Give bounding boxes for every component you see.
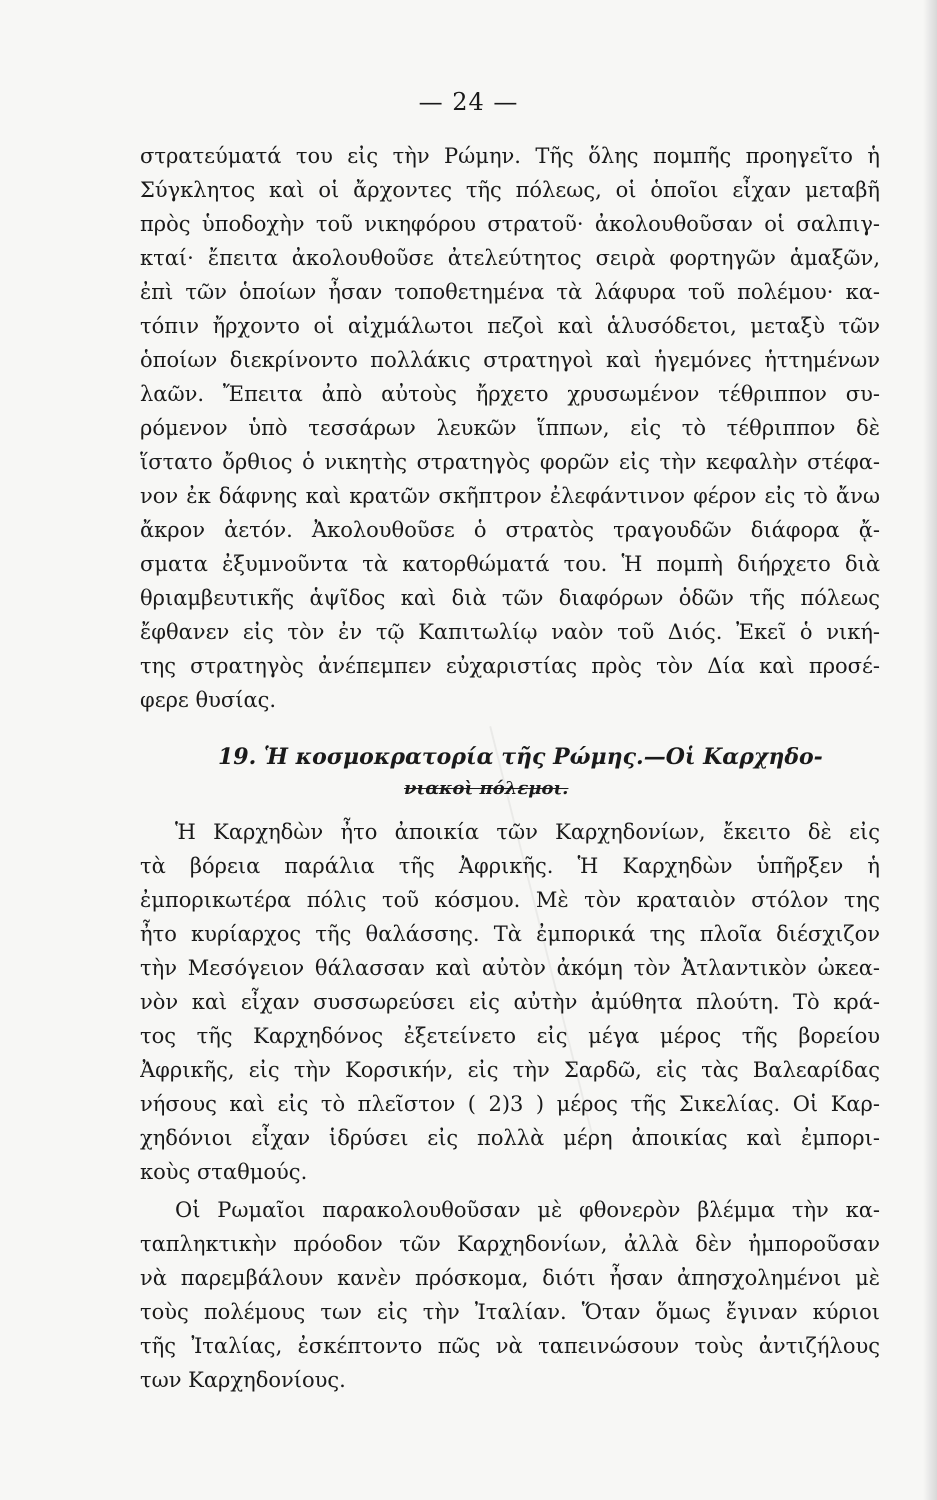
text-line: ἐπὶ τῶν ὁποίων ἦσαν τοποθετημένα τὰ λάφυρα τοῦ πολέμου· κα- [140, 280, 880, 304]
text-line: κταί· ἔπειτα ἀκολουθοῦσε ἀτελεύτητος σειρὰ φορτηγῶν ἁμαξῶν, [140, 246, 880, 270]
text-line: νον ἐκ δάφνης καὶ κρατῶν σκῆπτρον ἐλεφάντινον φέρον εἰς τὸ ἄνω [140, 484, 880, 508]
page-number: — 24 — [418, 88, 519, 116]
text-line: τοὺς πολέμους των εἰς τὴν Ἰταλίαν. Ὅταν ὅμως ἔγιναν κύριοι [140, 1300, 880, 1324]
text-line: της στρατηγὸς ἀνέπεμπεν εὐχαριστίας πρὸς τὸν Δία καὶ προσέ- [140, 654, 880, 678]
text-line: τῆς Ἰταλίας, ἐσκέπτοντο πῶς νὰ ταπεινώσουν τοὺς ἀντιζήλους [140, 1334, 880, 1358]
text-line: χηδόνιοι εἶχαν ἱδρύσει εἰς πολλὰ μέρη ἀποικίας καὶ ἐμπορι- [140, 1126, 880, 1150]
text-line: ταπληκτικὴν πρόοδον τῶν Καρχηδονίων, ἀλλὰ δὲν ἠμποροῦσαν [140, 1232, 880, 1256]
section-heading: 19. Ἡ κοσμοκρατορία τῆς Ρώμης.—Οἱ Καρχηδο- [218, 744, 823, 770]
text-line: ἔφθανεν εἰς τὸν ἐν τῷ Καπιτωλίῳ ναὸν τοῦ Διός. Ἐκεῖ ὁ νική- [140, 620, 880, 644]
text-line: λαῶν. Ἔπειτα ἀπὸ αὐτοὺς ἤρχετο χρυσωμένον τέθριππον συ- [140, 382, 880, 406]
text-line: κοὺς σταθμούς. [140, 1160, 308, 1184]
text-line: νὰ παρεμβάλουν κανὲν πρόσκομα, διότι ἦσαν ἀπησχολημένοι μὲ [140, 1266, 880, 1290]
text-line: στρατεύματά του εἰς τὴν Ρώμην. Τῆς ὅλης πομπῆς προηγεῖτο ἡ [140, 144, 880, 168]
text-line: ἵστατο ὄρθιος ὁ νικητὴς στρατηγὸς φορῶν εἰς τὴν κεφαλὴν στέφα- [140, 450, 880, 474]
text-line: τὰ βόρεια παράλια τῆς Ἀφρικῆς. Ἡ Καρχηδὼν ὑπῆρξεν ἡ [140, 854, 880, 878]
text-line: τόπιν ἤρχοντο οἱ αἰχμάλωτοι πεζοὶ καὶ ἁλυσόδετοι, μεταξὺ τῶν [140, 314, 880, 338]
text-line: ρόμενον ὑπὸ τεσσάρων λευκῶν ἵππων, εἰς τὸ τέθριππον δὲ [140, 416, 880, 440]
text-line: σματα ἐξυμνοῦντα τὰ κατορθώματά του. Ἡ πομπὴ διήρχετο διὰ [140, 552, 880, 576]
text-line: φερε θυσίας. [140, 688, 277, 712]
text-line: νὸν καὶ εἶχαν συσσωρεύσει εἰς αὐτὴν ἀμύθητα πλούτη. Τὸ κρά- [140, 990, 880, 1014]
text-line: ἄκρον ἀετόν. Ἀκολουθοῦσε ὁ στρατὸς τραγουδῶν διάφορα ᾄ- [140, 518, 880, 542]
section-heading-continued: νιακοὶ πόλεμοι. [404, 778, 569, 799]
text-line: Οἱ Ρωμαῖοι παρακολουθοῦσαν μὲ φθονερὸν βλέμμα τὴν κα- [175, 1198, 880, 1222]
text-line: θριαμβευτικῆς ἁψῖδος καὶ διὰ τῶν διαφόρων ὁδῶν τῆς πόλεως [140, 586, 880, 610]
text-line: Ἀφρικῆς, εἰς τὴν Κορσικήν, εἰς τὴν Σαρδῶ, εἰς τὰς Βαλεαρίδας [140, 1058, 880, 1082]
text-line: τὴν Μεσόγειον θάλασσαν καὶ αὐτὸν ἀκόμη τὸν Ἀτλαντικὸν ὠκεα- [140, 956, 880, 980]
text-line: Ἡ Καρχηδὼν ἦτο ἀποικία τῶν Καρχηδονίων, ἔκειτο δὲ εἰς [175, 820, 880, 844]
text-line: ἐμπορικωτέρα πόλις τοῦ κόσμου. Μὲ τὸν κραταιὸν στόλον της [140, 888, 880, 912]
text-line: ἦτο κυρίαρχος τῆς θαλάσσης. Τὰ ἐμπορικά της πλοῖα διέσχιζον [140, 922, 880, 946]
page-edge-shadow [923, 0, 937, 1500]
text-line: νήσους καὶ εἰς τὸ πλεῖστον ( 2)3 ) μέρος τῆς Σικελίας. Οἱ Καρ- [140, 1092, 880, 1116]
text-line: των Καρχηδονίους. [140, 1368, 346, 1392]
text-line: ὁποίων διεκρίνοντο πολλάκις στρατηγοὶ καὶ ἡγεμόνες ἡττημένων [140, 348, 880, 372]
text-line: Σύγκλητος καὶ οἱ ἄρχοντες τῆς πόλεως, οἱ ὁποῖοι εἶχαν μεταβῆ [140, 178, 880, 202]
text-line: πρὸς ὑποδοχὴν τοῦ νικηφόρου στρατοῦ· ἀκολουθοῦσαν οἱ σαλπιγ- [140, 212, 880, 236]
text-line: τος τῆς Καρχηδόνος ἐξετείνετο εἰς μέγα μέρος τῆς βορείου [140, 1024, 880, 1048]
